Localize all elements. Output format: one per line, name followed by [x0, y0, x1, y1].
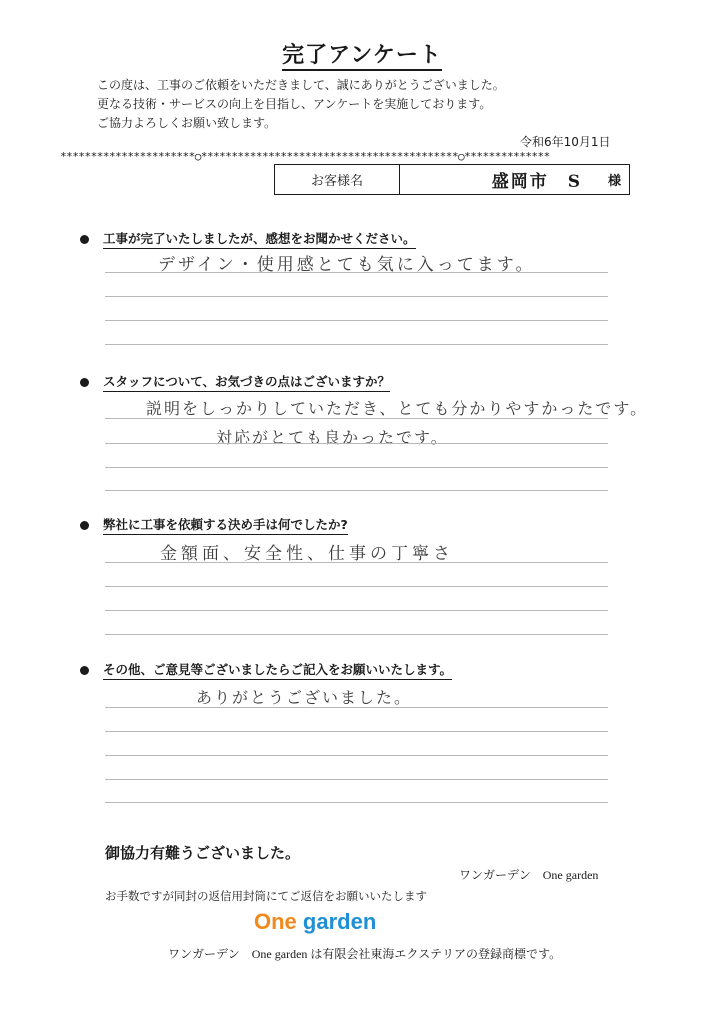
customer-name: 盛岡市 S [491, 172, 582, 192]
answer-line [105, 802, 608, 803]
answer-line [105, 731, 608, 732]
logo-part-garden: garden [302, 909, 377, 934]
closing-message: 御協力有難うございました。 [105, 844, 301, 862]
bullet-icon [80, 521, 89, 530]
star-separator: **********************○******************************************○************** [60, 150, 550, 163]
customer-name-box [274, 164, 630, 195]
return-note: お手数ですが同封の返信用封筒にてご返信をお願いいたします [105, 889, 427, 903]
handwritten-answer: ありがとうございました。 [196, 688, 413, 707]
intro-line: ご協力よろしくお願い致します。 [97, 116, 277, 130]
answer-line [105, 344, 608, 345]
customer-label: お客様名 [275, 165, 400, 194]
answer-line [105, 418, 608, 419]
customer-honorific: 様 [607, 174, 621, 189]
question-text: その他、ご意見等ございましたらご記入をお願いいたします。 [103, 660, 452, 680]
answer-line [105, 779, 608, 780]
intro-line: 更なる技術・サービスの向上を目指し、アンケートを実施しております。 [97, 97, 492, 111]
page-title: 完了アンケート [0, 38, 724, 69]
handwritten-answer: 金額面、安全性、仕事の丁寧さ [160, 544, 454, 564]
handwritten-answer: 説明をしっかりしていただき、とても分かりやすかったです。 [146, 399, 649, 418]
handwritten-answer: デザイン・使用感とても気に入ってます。 [158, 255, 536, 275]
answer-line [105, 443, 608, 444]
question-3 [80, 515, 348, 535]
answer-line [105, 296, 608, 297]
answer-line [105, 610, 608, 611]
answer-line [105, 490, 608, 491]
answer-line [105, 586, 608, 587]
company-logo [254, 909, 376, 935]
survey-date: 令和6年10月1日 [520, 135, 611, 149]
question-1 [80, 229, 416, 249]
question-text: スタッフについて、お気づきの点はございますか？ [103, 372, 390, 392]
handwritten-answer: 対応がとても良かったです。 [216, 428, 449, 447]
customer-value [400, 165, 629, 194]
intro-text [97, 76, 505, 133]
question-text: 工事が完了いたしましたが、感想をお聞かせください。 [103, 229, 416, 249]
answer-line [105, 562, 608, 563]
answer-line [105, 272, 608, 273]
answer-line [105, 467, 608, 468]
company-signature: ワンガーデン One garden [459, 868, 599, 882]
bullet-icon [80, 235, 89, 244]
trademark-footer: ワンガーデン One garden は有限会社東海エクステリアの登録商標です。 [168, 947, 562, 961]
question-4 [80, 660, 452, 680]
answer-line [105, 707, 608, 708]
answer-line [105, 634, 608, 635]
question-2 [80, 372, 390, 392]
bullet-icon [80, 666, 89, 675]
logo-part-one: One [254, 909, 297, 934]
bullet-icon [80, 378, 89, 387]
answer-line [105, 755, 608, 756]
answer-line [105, 320, 608, 321]
intro-line: この度は、工事のご依頼をいただきまして、誠にありがとうございました。 [97, 78, 505, 92]
question-text: 弊社に工事を依頼する決め手は何でしたか? [103, 515, 348, 535]
